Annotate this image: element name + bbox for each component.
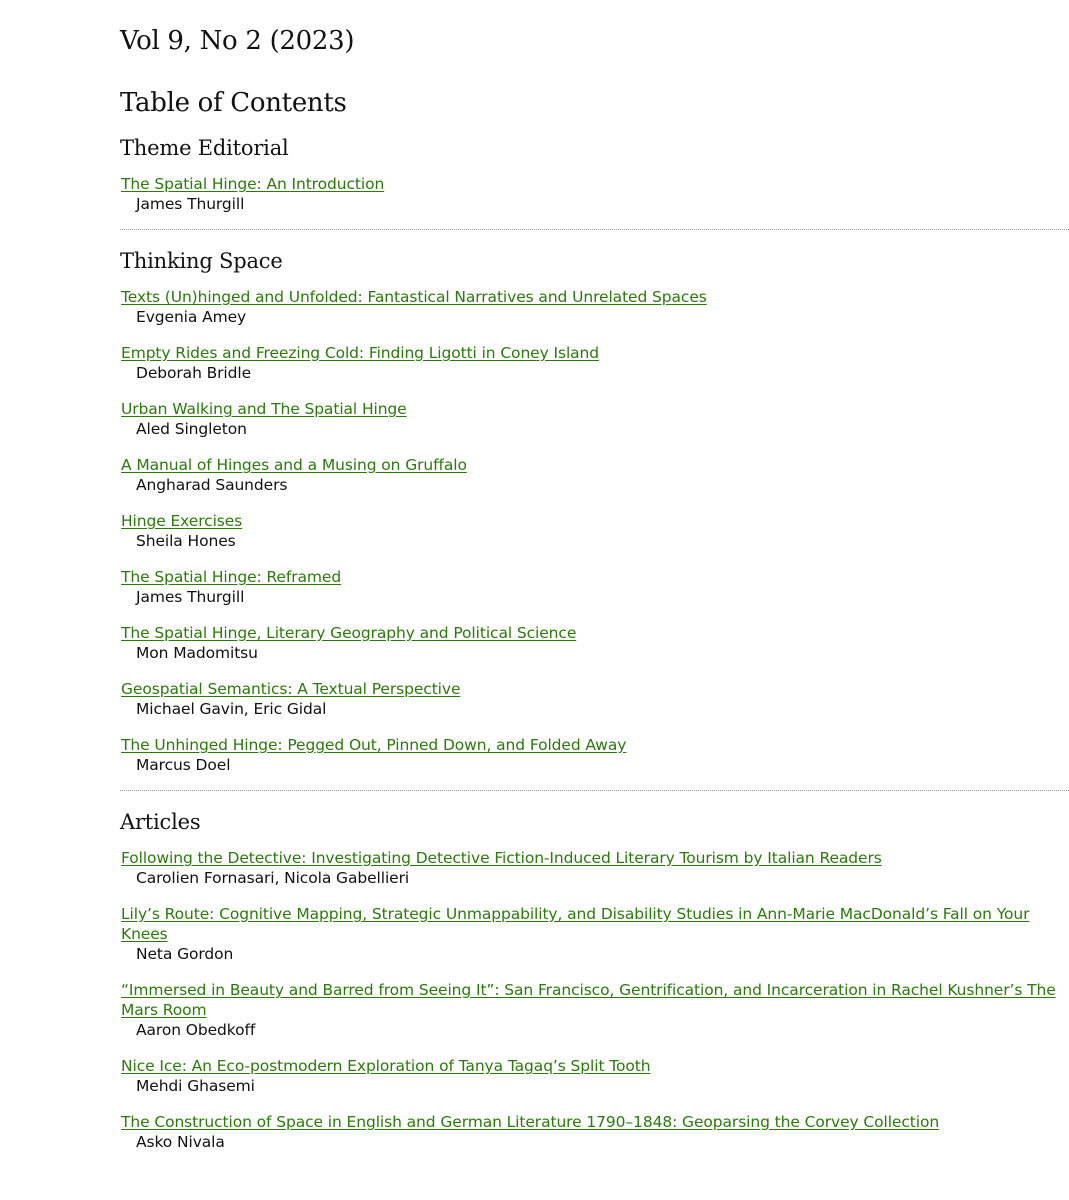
section-theme-editorial xyxy=(120,133,1069,229)
issue-title: Vol 9, No 2 (2023) xyxy=(120,26,355,56)
article-authors: Michael Gavin, Eric Gidal xyxy=(136,700,327,718)
article-title-link[interactable]: The Spatial Hinge: Reframed xyxy=(121,568,342,586)
section-title: Articles xyxy=(120,810,201,834)
article-authors: Angharad Saunders xyxy=(136,476,288,494)
article-item xyxy=(120,735,1069,775)
article-authors: Asko Nivala xyxy=(136,1133,225,1151)
article-item xyxy=(120,1112,1069,1152)
article-title-link[interactable]: The Spatial Hinge, Literary Geography and Political Science xyxy=(121,624,577,642)
article-title-link[interactable]: Nice Ice: An Eco-postmodern Exploration of Tanya Tagaq’s Split Tooth xyxy=(121,1057,651,1075)
article-item xyxy=(120,399,1069,439)
article-item xyxy=(120,455,1069,495)
table-of-contents-heading: Table of Contents xyxy=(120,88,347,118)
article-title-link[interactable]: Geospatial Semantics: A Textual Perspective xyxy=(121,680,461,698)
article-authors: Aled Singleton xyxy=(136,420,247,438)
article-title-link[interactable]: Urban Walking and The Spatial Hinge xyxy=(121,400,407,418)
article-title-link[interactable]: Hinge Exercises xyxy=(121,512,243,530)
article-title-link[interactable]: Empty Rides and Freezing Cold: Finding Ligotti in Coney Island xyxy=(121,344,600,362)
article-list xyxy=(120,848,1069,1152)
article-item xyxy=(120,679,1069,719)
article-authors: James Thurgill xyxy=(136,195,245,213)
article-authors: Marcus Doel xyxy=(136,756,231,774)
article-title-link[interactable]: The Unhinged Hinge: Pegged Out, Pinned Down, and Folded Away xyxy=(121,736,627,754)
article-authors: Sheila Hones xyxy=(136,532,236,550)
article-title-link[interactable]: Texts (Un)hinged and Unfolded: Fantastical Narratives and Unrelated Spaces xyxy=(121,288,707,306)
article-item xyxy=(120,848,1069,888)
article-item xyxy=(120,511,1069,551)
article-item xyxy=(120,904,1069,964)
article-authors: Aaron Obedkoff xyxy=(136,1021,256,1039)
article-title-link[interactable]: “Immersed in Beauty and Barred from Seeing It”: San Francisco, Gentrification, and Incarceration in Rachel Kushner’s The Mars Room xyxy=(121,981,1056,1019)
article-authors: Mehdi Ghasemi xyxy=(136,1077,255,1095)
article-authors: Mon Madomitsu xyxy=(136,644,258,662)
section-thinking-space xyxy=(120,229,1069,790)
article-item xyxy=(120,567,1069,607)
article-authors: Carolien Fornasari, Nicola Gabellieri xyxy=(136,869,410,887)
issue-page xyxy=(120,22,1069,1167)
article-list xyxy=(120,287,1069,775)
article-title-link[interactable]: Following the Detective: Investigating Detective Fiction-Induced Literary Tourism by Italian Readers xyxy=(121,849,882,867)
article-title-link[interactable]: A Manual of Hinges and a Musing on Gruffalo xyxy=(121,456,467,474)
article-item xyxy=(120,287,1069,327)
article-title-link[interactable]: The Spatial Hinge: An Introduction xyxy=(121,175,385,193)
article-authors: James Thurgill xyxy=(136,588,245,606)
section-title: Theme Editorial xyxy=(120,136,289,160)
article-item xyxy=(120,623,1069,663)
article-item xyxy=(120,343,1069,383)
article-authors: Evgenia Amey xyxy=(136,308,247,326)
article-title-link[interactable]: Lily’s Route: Cognitive Mapping, Strategic Unmappability, and Disability Studies in Ann-Marie MacDonald’s Fall on Your Knees xyxy=(121,905,1030,943)
article-authors: Neta Gordon xyxy=(136,945,234,963)
section-articles xyxy=(120,790,1069,1167)
article-item xyxy=(120,1056,1069,1096)
article-item xyxy=(120,174,1069,214)
toc-sections xyxy=(120,133,1069,1167)
article-list xyxy=(120,174,1069,214)
section-title: Thinking Space xyxy=(120,249,283,273)
article-title-link[interactable]: The Construction of Space in English and German Literature 1790–1848: Geoparsing the Corvey Collection xyxy=(121,1113,940,1131)
article-authors: Deborah Bridle xyxy=(136,364,252,382)
article-item xyxy=(120,980,1069,1040)
